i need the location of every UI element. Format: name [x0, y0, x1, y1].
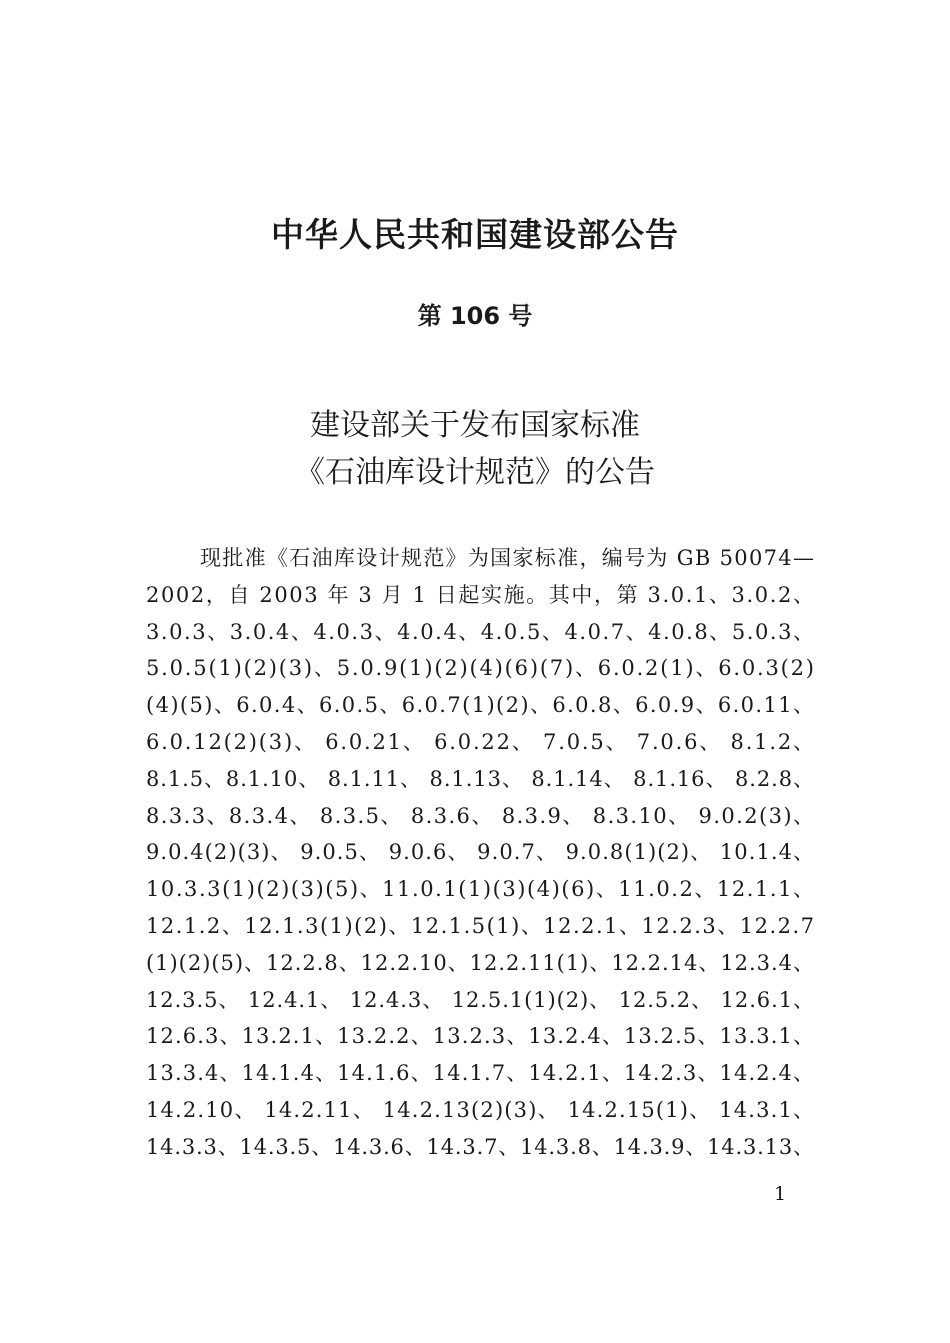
body-line: (1)(2)(5)、12.2.8、12.2.10、12.2.11(1)、12.2.14、12.3.4、 [146, 950, 815, 975]
body-line: 14.3.3、14.3.5、14.3.6、14.3.7、14.3.8、14.3.9、14.3.13、 [146, 1134, 815, 1159]
announcement-title: 中华人民共和国建设部公告 [271, 215, 679, 254]
announcement-subtitle [0, 402, 950, 496]
body-line: 14.2.10、 14.2.11、 14.2.13(2)(3)、 14.2.15(1)、 14.3.1、 [146, 1097, 816, 1122]
body-line: 5.0.5(1)(2)(3)、5.0.9(1)(2)(4)(6)(7)、6.0.2(1)、6.0.3(2) [146, 656, 816, 681]
body-line: 现批准《石油库设计规范》为国家标准，编号为 GB 50074— [200, 546, 816, 570]
subtitle-line-2: 《石油库设计规范》的公告 [295, 455, 655, 490]
body-line: 9.0.4(2)(3)、 9.0.5、 9.0.6、 9.0.7、 9.0.8(1)(2)、 10.1.4、 [146, 840, 816, 865]
body-line: (4)(5)、6.0.4、6.0.5、6.0.7(1)(2)、6.0.8、6.0.9、6.0.11、 [146, 693, 816, 718]
body-line: 8.1.5、8.1.10、 8.1.11、 8.1.13、 8.1.14、 8.1.16、 8.2.8、 [146, 766, 815, 791]
announcement-body [146, 540, 814, 1166]
body-line: 13.3.4、14.1.4、14.1.6、14.1.7、14.2.1、14.2.3、14.2.4、 [146, 1061, 816, 1086]
body-line: 12.3.5、 12.4.1、 12.4.3、 12.5.1(1)(2)、 12.5.2、 12.6.1、 [146, 987, 815, 1012]
announcement-number: 第 106 号 [417, 302, 533, 330]
page-number: 1 [773, 1183, 787, 1205]
body-line: 8.3.3、8.3.4、 8.3.5、 8.3.6、 8.3.9、 8.3.10、 9.0.2(3)、 [146, 803, 816, 828]
body-line: 6.0.12(2)(3)、 6.0.21、 6.0.22、 7.0.5、 7.0.6、 8.1.2、 [146, 729, 816, 754]
body-line: 10.3.3(1)(2)(3)(5)、11.0.1(1)(3)(4)(6)、11.0.2、12.1.1、 [146, 877, 816, 902]
body-line: 12.6.3、13.2.1、13.2.2、13.2.3、13.2.4、13.2.5、13.3.1、 [146, 1024, 816, 1049]
body-line: 2002，自 2003 年 3 月 1 日起实施。其中，第 3.0.1、3.0.2、 [146, 582, 816, 607]
body-line: 12.1.2、12.1.3(1)(2)、12.1.5(1)、12.2.1、12.2.3、12.2.7 [146, 913, 816, 938]
subtitle-line-1: 建设部关于发布国家标准 [310, 408, 640, 443]
body-line: 3.0.3、3.0.4、4.0.3、4.0.4、4.0.5、4.0.7、4.0.8、5.0.3、 [146, 619, 816, 644]
